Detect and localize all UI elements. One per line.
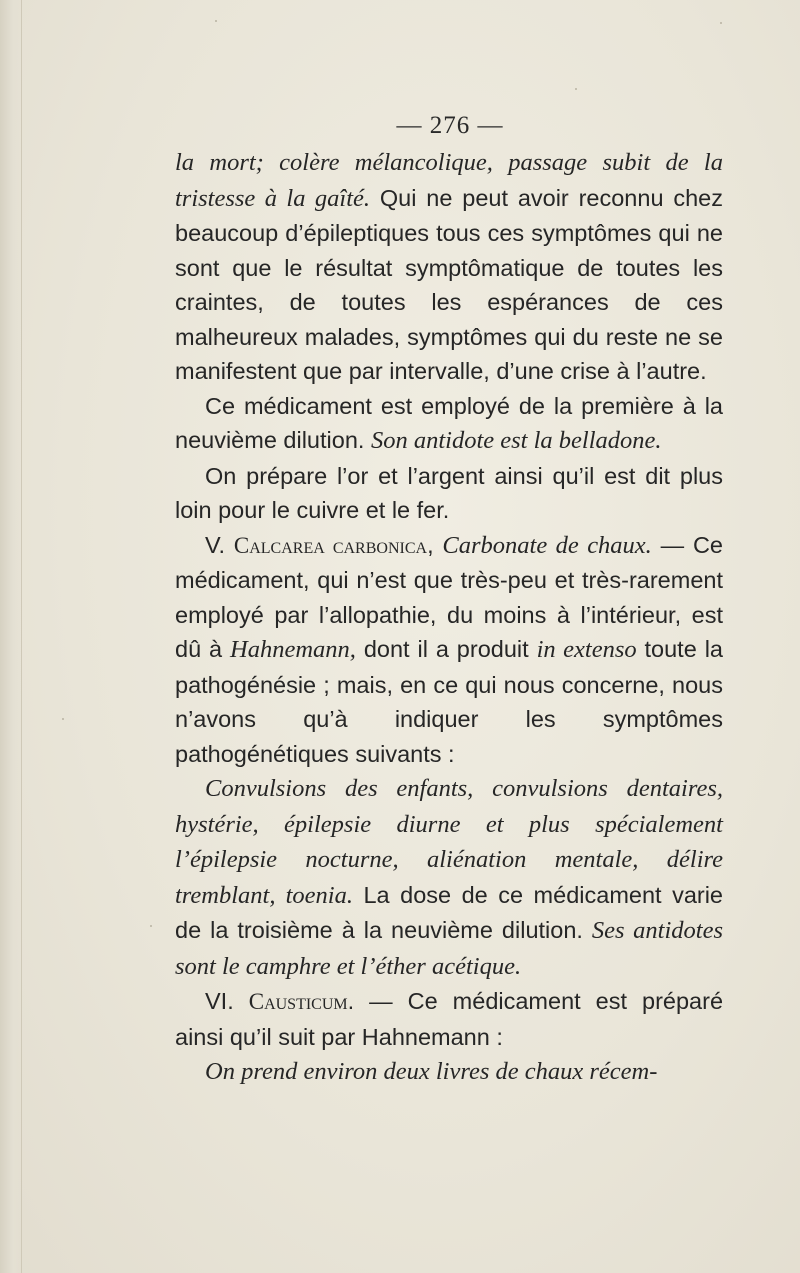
small-caps-text: Causticum [248,989,348,1014]
paragraph [175,459,723,528]
text-run: , [427,531,443,558]
binding-shadow [0,0,22,1273]
text-run: — Ce médicament, qui n’est que très-peu et très-rarement employé par l’allopathie, du moins à l’intérieur, est dû à [175,531,723,662]
text-run: La dose de ce médicament varie de la troisième à la neuvième dilution. [175,881,724,943]
small-caps-text: Calcarea carbonica [233,532,428,558]
text-run: Ce médicament est employé de la première à la neuvième dilution. [175,392,723,453]
italic-text: Hahnemann, [230,636,356,663]
paragraph [175,1054,723,1090]
text-run: dont il a produit [355,636,537,662]
paragraph [175,145,723,389]
paragraph [175,984,723,1054]
italic-text: la mort; colère mélancolique, passage subit de la tristesse à la gaîté. [175,149,723,212]
text-run: V. [205,531,234,558]
paragraph [175,771,723,984]
text-run: . — Ce médicament est préparé ainsi qu’il suit par Hahnemann : [175,988,724,1050]
text-run: VI. [205,988,249,1014]
text-run: On prépare l’or et l’argent ainsi qu’il est dit plus loin pour le cuivre et le fer. [175,462,723,523]
italic-text: Ses antidotes sont le camphre et l’éther acétique. [175,917,723,980]
paper-speck [575,88,577,90]
text-run: toute la pathogénésie ; mais, en ce qui nous concerne, nous n’avons qu’à indiquer les symptômes pathogénétiques suivants : [175,636,723,767]
text-run: Qui ne peut avoir reconnu chez beaucoup d’épileptiques tous ces symptômes qui ne sont que le résultat symptômatique de toutes les craintes, de toutes les espérances de ces malheureux malades, symptômes qui du reste ne se manifestent que par intervalle, d’une crise à l’autre. [175,184,723,384]
paper-speck [720,22,722,24]
paper-speck [62,718,64,720]
paper-speck [150,925,152,927]
paper-speck [215,20,217,22]
page-number: — 276 — [396,112,504,139]
italic-text: in extenso [536,636,637,663]
paragraph [175,528,723,772]
body-text [175,145,723,1090]
binding-edge-line [21,0,22,1273]
italic-text: Carbonate de chaux. [442,531,652,559]
italic-text: On prend environ deux livres de chaux récem- [205,1058,658,1085]
paragraph [175,389,723,459]
italic-text: Son antidote est la belladone. [370,427,662,454]
italic-text: Convulsions des enfants, convulsions dentaires, hystérie, épilepsie diurne et plus spécialement l’épilepsie nocturne, aliénation mentale, délire tremblant, toenia. [175,775,723,909]
